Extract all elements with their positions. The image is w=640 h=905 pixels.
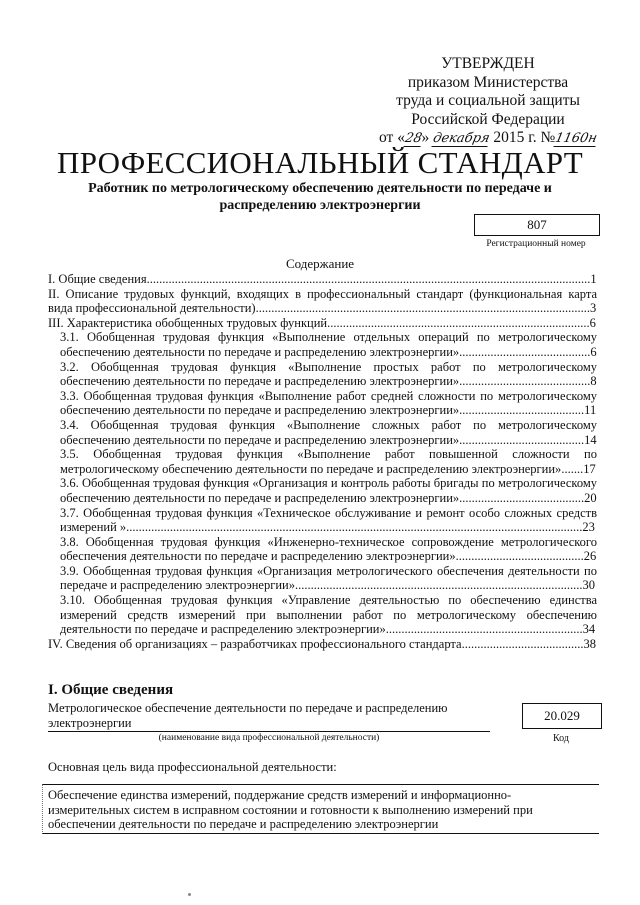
activity-code-box: 20.029 — [522, 703, 602, 729]
approval-heading: УТВЕРЖДЕН — [441, 55, 535, 72]
toc-item-page: 6 — [590, 344, 597, 359]
toc-leader-dots: ............................................................... — [385, 622, 583, 637]
scan-artifact-dot — [188, 893, 191, 896]
toc-item — [48, 506, 597, 535]
toc-leader-dots: .................................................................................... — [327, 315, 590, 330]
document-subtitle: Работник по метрологическому обеспечению деятельности по передаче и распределению электроэнергии — [88, 181, 552, 213]
toc-item-page: 17 — [583, 461, 596, 476]
toc-item — [48, 287, 597, 316]
toc-heading: Содержание — [285, 256, 355, 271]
toc-item-text: IV. Сведения об организациях – разработчиках профессионального стандарта — [48, 636, 462, 651]
toc-leader-dots: .............................................................................................................................................. — [146, 272, 591, 286]
toc-item-text: III. Характеристика обобщенных трудовых функций — [48, 315, 328, 330]
toc-item-page: 23 — [582, 520, 595, 535]
toc-leader-dots: ........................................ — [459, 490, 585, 505]
toc-item-page: 6 — [589, 315, 596, 330]
toc-item — [48, 535, 597, 564]
toc-item-text: 3.4. Обобщенная трудовая функция «Выполнение сложных работ по метрологическому обеспечению деятельности по передаче и распределению электроэнергии» — [60, 417, 597, 447]
toc-item — [48, 389, 597, 418]
approval-number: 1160н — [553, 131, 599, 146]
document-title: ПРОФЕССИОНАЛЬНЫЙ СТАНДАРТ — [57, 145, 583, 180]
toc-leader-dots: ............................................................................................ — [294, 578, 583, 593]
toc-item — [48, 272, 597, 287]
approval-year: 2015 г. № — [489, 129, 556, 146]
approval-mid: » — [421, 129, 434, 146]
toc-item-text: I. Общие сведения — [48, 272, 147, 286]
toc-leader-dots: ........................................ — [459, 432, 585, 447]
toc-item-page: 26 — [583, 549, 597, 564]
approval-ministry: труда и социальной защиты — [396, 92, 580, 109]
toc-item-page: 38 — [583, 636, 596, 651]
toc-item-text: 3.9. Обобщенная трудовая функция «Организация метрологического обеспечения деятельности по передаче и распределению электроэнергии» — [60, 563, 597, 593]
toc-item-page: 11 — [584, 403, 597, 418]
toc-leader-dots: ......................................... — [455, 549, 584, 564]
toc-item-text: 3.2. Обобщенная трудовая функция «Выполнение простых работ по метрологическому обеспечению деятельности по передаче и распределению электроэнергии» — [60, 359, 597, 389]
toc-leader-dots: ....... — [561, 461, 584, 476]
toc-item-text: 3.7. Обобщенная трудовая функция «Техническое обслуживание и ремонт особо сложных средств измерений » — [60, 505, 597, 535]
approval-block — [368, 55, 608, 148]
section-heading: I. Общие сведения — [48, 682, 174, 698]
approval-from: от « — [379, 129, 405, 146]
toc-leader-dots: ........................................ — [459, 403, 585, 418]
toc-item-page: 30 — [582, 578, 595, 593]
toc-item-text: 3.1. Обобщенная трудовая функция «Выполнение отдельных операций по метрологическому обеспечению деятельности по передаче и распределению электроэнергии» — [60, 330, 597, 359]
toc-item-page: 20 — [584, 490, 597, 505]
toc-item-text: 3.3. Обобщенная трудовая функция «Выполнение работ средней сложности по метрологическому обеспечению деятельности по передаче и распределению электроэнергии» — [60, 388, 597, 418]
toc-item-text: 3.8. Обобщенная трудовая функция «Инженерно-техническое сопровождение метрологического обеспечения деятельности по передаче и распределению электроэнергии» — [60, 534, 597, 564]
toc-leader-dots: .................................................................................................................................................. — [126, 520, 583, 535]
approval-country: Российской Федерации — [411, 110, 565, 128]
purpose-label: Основная цель вида профессиональной деятельности: — [48, 760, 337, 774]
toc-item — [48, 447, 597, 476]
registration-number-box: 807 — [474, 214, 600, 236]
toc-item-text: 3.5. Обобщенная трудовая функция «Выполнение работ повышенной сложности по метрологическому обеспечению деятельности по передаче и распределению электроэнергии» — [60, 447, 597, 476]
activity-code-label: Код — [553, 733, 569, 744]
toc-item-text: 3.6. Обобщенная трудовая функция «Организация и контроль работы бригады по метрологическому обеспечению деятельности по передаче и распределению электроэнергии» — [60, 476, 597, 505]
toc-item-page: 1 — [590, 272, 597, 286]
toc-item — [48, 360, 597, 389]
approval-order: приказом Министерства — [407, 73, 569, 91]
toc-item-page: 8 — [590, 374, 597, 389]
toc-leader-dots: ........................................................................................................... — [255, 301, 590, 316]
purpose-text: Обеспечение единства измерений, поддержание средств измерений и информационно-измерительных систем в исправном состоянии и готовности к выполнению измерений при обеспечении деятельности по передаче и распределению электроэнергии — [48, 788, 533, 832]
toc-item-page: 34 — [582, 622, 596, 637]
toc-item-page: 14 — [584, 432, 597, 447]
approval-month: декабря — [431, 131, 492, 146]
activity-underline — [48, 731, 490, 732]
toc-item — [48, 637, 597, 652]
activity-caption: (наименование вида профессиональной деятельности) — [158, 733, 380, 743]
toc-item — [48, 476, 597, 505]
toc-leader-dots: .......................................... — [459, 344, 591, 359]
activity-name: Метрологическое обеспечение деятельности по передаче и распределению электроэнергии — [48, 701, 448, 730]
toc-item — [48, 330, 597, 359]
toc-item-page: 3 — [589, 301, 597, 316]
toc-item-text: 3.10. Обобщенная трудовая функция «Управление деятельностью по обеспечению единства измерений средств измерений при выполнении работ по метрологическому обеспечению деятельности по передаче и распределению электроэнергии» — [60, 593, 597, 637]
registration-number-label: Регистрационный номер — [486, 239, 586, 249]
toc-leader-dots: ....................................... — [461, 636, 584, 651]
toc-item — [48, 564, 597, 593]
toc-leader-dots: .......................................... — [459, 374, 591, 389]
toc-item — [48, 418, 597, 447]
toc-item-text: II. Описание трудовых функций, входящих в профессиональный стандарт (функциональная карта вида профессиональной деятельности) — [48, 286, 597, 316]
table-of-contents — [48, 272, 597, 651]
toc-item — [48, 593, 597, 637]
approval-day: 28 — [403, 131, 424, 146]
toc-item — [48, 316, 597, 331]
